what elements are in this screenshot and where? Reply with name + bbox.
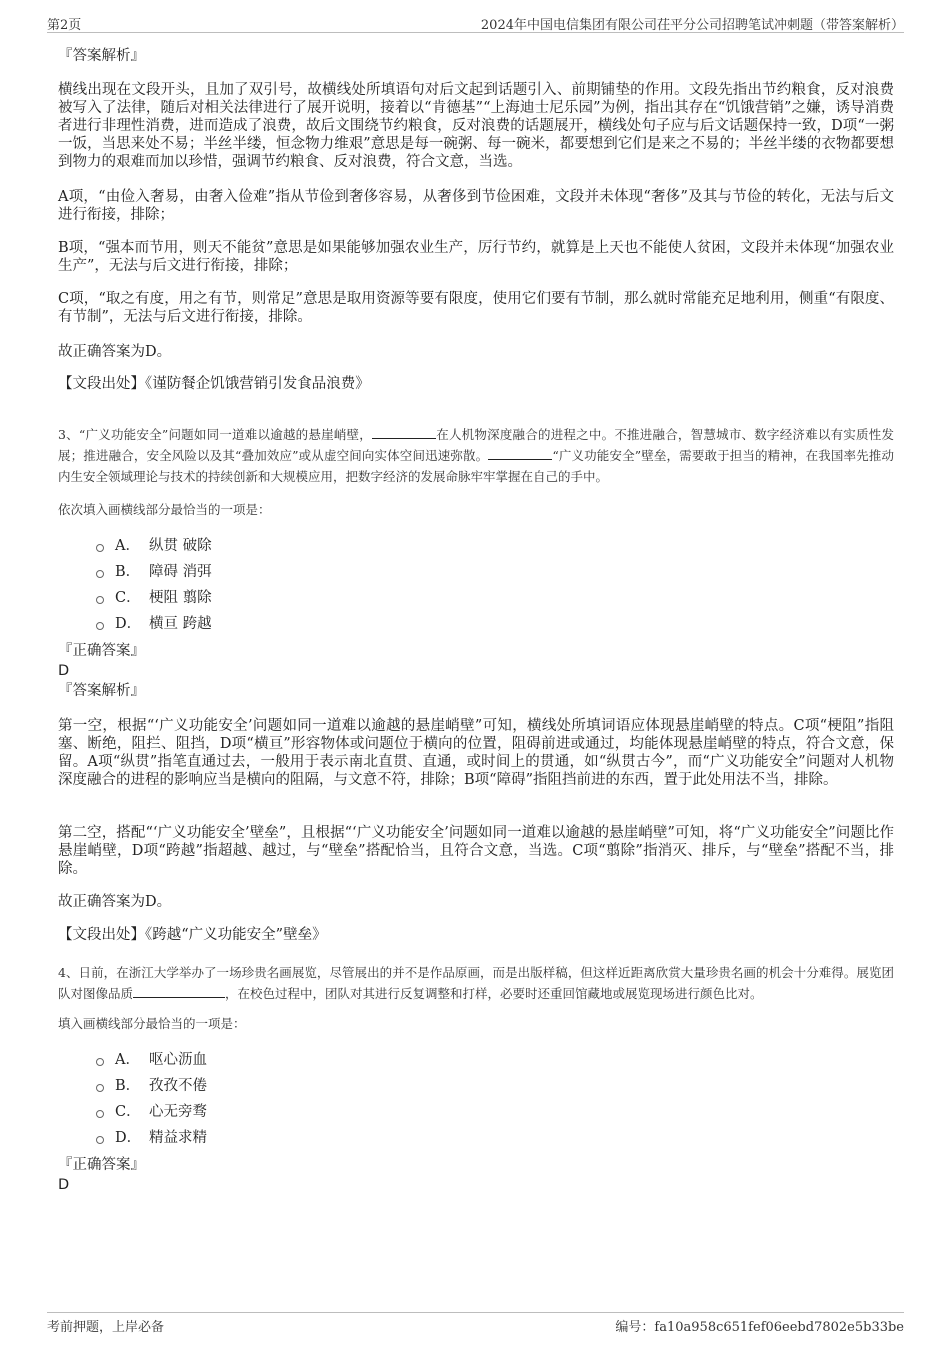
q3-stem-part-2: 在人机物深度融合的进程之中。不推进融合，智慧城市、数字经济难以有实质性发展；推进融合，安全风险以及其“叠加效应”或从虚空间向实体空间迅速弥散。 [58, 427, 894, 463]
q3-instruction: 依次填入画横线部分最恰当的一项是： [58, 502, 271, 517]
q3-stem-part-3: “广义功能安全”壁垒，需要敢于担当的精神，在我国率先推动内生安全领域理论与技术的持续创新和大规模应用，把数字经济的发展命脉牢牢掌握在自己的手中。 [58, 448, 894, 484]
page-footer [47, 1312, 904, 1335]
q4-answer-label: 『正确答案』 [58, 1157, 145, 1173]
radio-icon[interactable] [96, 596, 104, 604]
q3-source: 【文段出处】《跨越“广义功能安全”壁垒》 [58, 927, 327, 943]
q2-analysis-option-c: C项，“取之有度，用之有节，则常足”意思是取用资源等要有限度，使用它们要有节制，那么就时常能充足地利用，侧重“有限度、有节制”，无法与后文进行衔接，排除。 [58, 291, 894, 325]
q4-stem [58, 962, 894, 1004]
q2-analysis-paragraph-1: 横线出现在文段开头，且加了双引号，故横线处所填语句对后文起到话题引入、前期铺垫的作用。文段先指出节约粮食，反对浪费被写入了法律，随后对相关法律进行了展开说明，接着以“肯德基”“上海迪士尼乐园”为例，指出其存在“饥饿营销”之嫌，诱导消费者进行非理性消费，进而造成了浪费，故后文围绕节约粮食，反对浪费的话题展开，横线处句子应与后文话题保持一致，D项“一粥一饭，当思来处不易；半丝半缕，恒念物力维艰”意思是每一碗粥、每一碗米，都要想到它们是来之不易的；半丝半缕的衣物都要想到物力的艰难而加以珍惜，强调节约粮食、反对浪费，符合文意，当选。 [58, 82, 894, 170]
q4-option-d[interactable]: D． 精益求精 [96, 1127, 207, 1149]
q4-answer: D [58, 1177, 70, 1193]
q2-analysis-option-a: A项，“由俭入奢易，由奢入俭难”指从节俭到奢侈容易，从奢侈到节俭困难，文段并未体现“奢侈”及其与节俭的转化，无法与后文进行衔接，排除； [58, 189, 894, 223]
q3-analysis-paragraph-1: 第一空，根据“‘广义功能安全’问题如同一道难以逾越的悬崖峭壁”可知，横线处所填词语应体现悬崖峭壁的特点。C项“梗阻”指阻塞、断绝，阻拦、阻挡，D项“横亘”形容物体或问题位于横向的位置，阻碍前进或通过，均能体现悬崖峭壁的特点，符合文意，保留。A项“纵贯”指笔直通过去，一般用于表示南北直贯、直通，或时间上的贯通，如“纵贯古今”，而“广义功能安全”问题对人机物深度融合的进程的影响应当是横向的阻隔，与文意不符，排除；B项“障碍”指阻挡前进的东西，置于此处用法不当，排除。 [58, 718, 894, 788]
q3-analysis-label: 『答案解析』 [58, 683, 145, 699]
footer-slogan: 考前押题，上岸必备 [47, 1320, 165, 1335]
q3-option-a[interactable]: A． 纵贯 破除 [96, 535, 212, 557]
q4-option-b[interactable]: B． 孜孜不倦 [96, 1075, 207, 1097]
q2-analysis-option-b: B项，“强本而节用，则天不能贫”意思是如果能够加强农业生产，厉行节约，就算是上天也不能使人贫困，文段并未体现“加强农业生产”，无法与后文进行衔接，排除； [58, 240, 894, 274]
q3-option-c[interactable]: C． 梗阻 翦除 [96, 587, 212, 609]
q4-blank [133, 984, 225, 998]
radio-icon[interactable] [96, 622, 104, 630]
q3-conclusion: 故正确答案为D。 [58, 894, 172, 910]
q4-option-c[interactable]: C． 心无旁骛 [96, 1101, 207, 1123]
radio-icon[interactable] [96, 544, 104, 552]
radio-icon[interactable] [96, 1058, 104, 1066]
q4-instruction: 填入画横线部分最恰当的一项是： [58, 1016, 246, 1031]
q2-analysis-label: 『答案解析』 [58, 48, 145, 64]
radio-icon[interactable] [96, 1136, 104, 1144]
q3-analysis-paragraph-2: 第二空，搭配“‘广义功能安全’壁垒”，且根据“‘广义功能安全’问题如同一道难以逾越的悬崖峭壁”可知，将“广义功能安全”问题比作悬崖峭壁，D项“跨越”指超越、越过，与“壁垒”搭配恰当，且符合文意，当选。C项“翦除”指消灭、排斥，与“壁垒”搭配不当，排除。 [58, 825, 894, 877]
q3-answer: D [58, 663, 70, 679]
q3-answer-label: 『正确答案』 [58, 643, 145, 659]
q4-stem-part-1: 4、日前，在浙江大学举办了一场珍贵名画展览，尽管展出的并不是作品原画，而是出版样稿，但这样近距离欣赏大量珍贵名画的机会十分难得。展览团队对图像品质 [58, 965, 894, 1001]
q3-blank-1 [372, 425, 436, 439]
page-header [47, 12, 904, 33]
q3-stem-part-1: 3、“广义功能安全”问题如同一道难以逾越的悬崖峭壁， [58, 427, 372, 442]
q3-stem [58, 424, 894, 487]
q3-option-d[interactable]: D． 横亘 跨越 [96, 613, 212, 635]
page-number: 第2页 [47, 18, 82, 33]
q3-option-b[interactable]: B． 障碍 消弭 [96, 561, 212, 583]
q2-conclusion: 故正确答案为D。 [58, 344, 172, 360]
q4-option-a[interactable]: A． 呕心沥血 [96, 1049, 207, 1071]
radio-icon[interactable] [96, 570, 104, 578]
q2-source: 【文段出处】《谨防餐企饥饿营销引发食品浪费》 [58, 376, 370, 392]
q4-stem-part-2: ，在校色过程中，团队对其进行反复调整和打样，必要时还重回馆藏地或展览现场进行颜色比对。 [225, 986, 763, 1001]
q3-blank-2 [488, 446, 552, 460]
document-id: 编号：fa10a958c651fef06eebd7802e5b33be [615, 1320, 904, 1335]
document-title: 2024年中国电信集团有限公司茌平分公司招聘笔试冲刺题（带答案解析） [480, 18, 904, 33]
radio-icon[interactable] [96, 1084, 104, 1092]
radio-icon[interactable] [96, 1110, 104, 1118]
